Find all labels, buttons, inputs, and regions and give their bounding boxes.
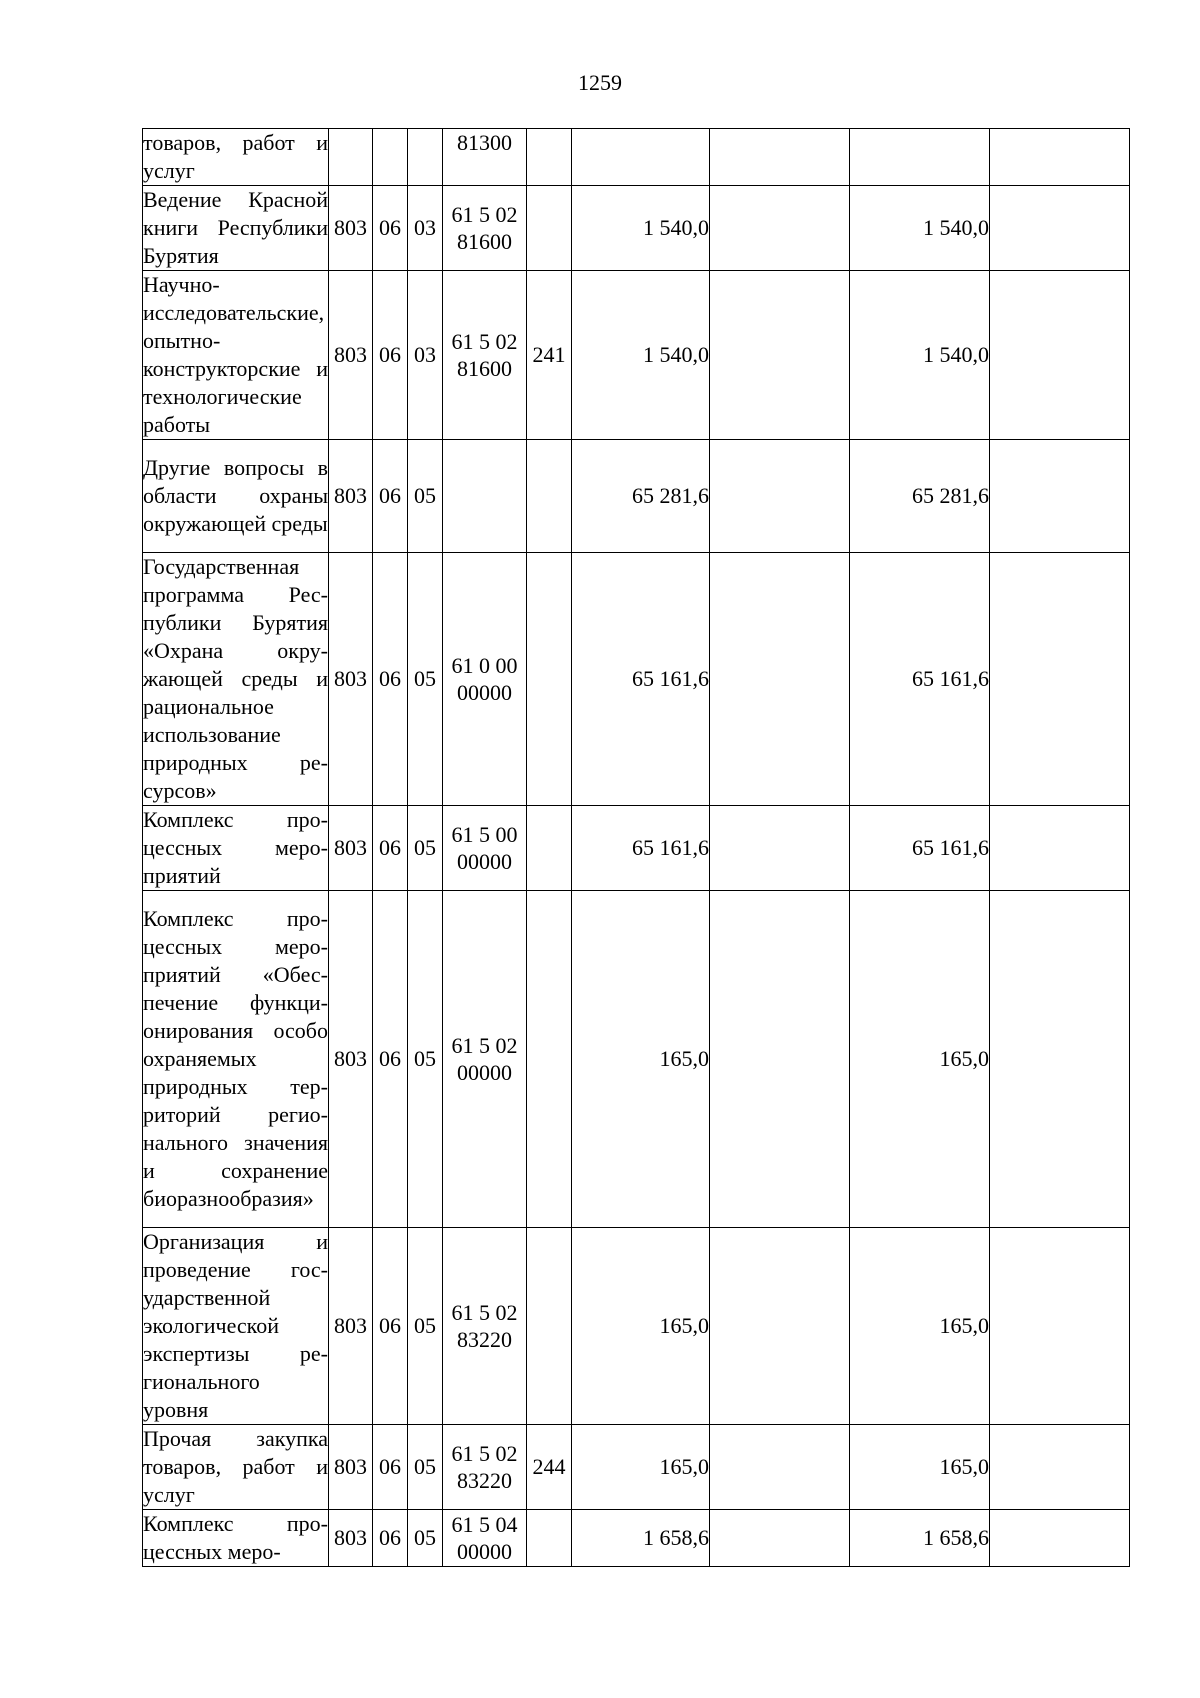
sum-column-a <box>710 806 850 891</box>
section-code: 06 <box>373 806 408 891</box>
subsection-code <box>408 129 443 186</box>
expense-type-code <box>527 1228 572 1425</box>
sum-column-a <box>710 271 850 440</box>
page-number: 1259 <box>578 70 622 95</box>
grbs-code: 803 <box>329 1425 373 1510</box>
sum-column-a <box>710 129 850 186</box>
expense-type-code <box>527 553 572 806</box>
grbs-code: 803 <box>329 440 373 553</box>
target-article-code: 61 5 00 00000 <box>443 806 527 891</box>
budget-table <box>142 128 1130 1567</box>
grbs-code: 803 <box>329 186 373 271</box>
target-article-code <box>443 440 527 553</box>
table-row <box>143 1425 1130 1510</box>
expense-type-code <box>527 129 572 186</box>
table-row <box>143 440 1130 553</box>
sum-column-b: 1 540,0 <box>850 271 990 440</box>
row-name: Комплекс процессных мероприятий «Обеспечение функционирования особо охраняемых природных территорий регионального значения и сохранение биоразнообразия» <box>143 891 329 1228</box>
expense-type-code: 244 <box>527 1425 572 1510</box>
sum-column-c <box>990 129 1130 186</box>
sum-total: 165,0 <box>572 1425 710 1510</box>
section-code: 06 <box>373 1228 408 1425</box>
subsection-code: 05 <box>408 440 443 553</box>
table-row <box>143 186 1130 271</box>
sum-total: 65 161,6 <box>572 553 710 806</box>
row-name: Ведение Красной книги Республики Бурятия <box>143 186 329 271</box>
sum-column-c <box>990 271 1130 440</box>
section-code: 06 <box>373 271 408 440</box>
sum-column-c <box>990 891 1130 1228</box>
sum-column-c <box>990 186 1130 271</box>
grbs-code: 803 <box>329 553 373 806</box>
sum-column-c <box>990 1510 1130 1567</box>
table-row <box>143 806 1130 891</box>
subsection-code: 05 <box>408 1228 443 1425</box>
sum-column-b: 65 281,6 <box>850 440 990 553</box>
grbs-code: 803 <box>329 271 373 440</box>
sum-column-b: 165,0 <box>850 1228 990 1425</box>
sum-total: 165,0 <box>572 891 710 1228</box>
row-name: Комплекс процессных мероприятий <box>143 806 329 891</box>
row-name: Прочая закупка товаров, работ и услуг <box>143 1425 329 1510</box>
sum-total <box>572 129 710 186</box>
table-row <box>143 553 1130 806</box>
table-row <box>143 271 1130 440</box>
sum-column-a <box>710 1510 850 1567</box>
expense-type-code <box>527 186 572 271</box>
sum-total: 1 658,6 <box>572 1510 710 1567</box>
target-article-code: 61 5 02 00000 <box>443 891 527 1228</box>
expense-type-code: 241 <box>527 271 572 440</box>
sum-column-c <box>990 1228 1130 1425</box>
grbs-code: 803 <box>329 806 373 891</box>
row-name: товаров, работ и услуг <box>143 129 329 186</box>
sum-column-b: 165,0 <box>850 891 990 1228</box>
subsection-code: 05 <box>408 1425 443 1510</box>
target-article-code: 61 0 00 00000 <box>443 553 527 806</box>
section-code <box>373 129 408 186</box>
sum-column-c <box>990 1425 1130 1510</box>
expense-type-code <box>527 891 572 1228</box>
row-name: Научно-исследовательские, опытно-конструкторские и технологические работы <box>143 271 329 440</box>
sum-column-b: 1 540,0 <box>850 186 990 271</box>
target-article-code: 61 5 02 83220 <box>443 1425 527 1510</box>
target-article-code: 61 5 02 83220 <box>443 1228 527 1425</box>
subsection-code: 03 <box>408 271 443 440</box>
table-row <box>143 129 1130 186</box>
sum-column-a <box>710 186 850 271</box>
sum-column-b: 65 161,6 <box>850 553 990 806</box>
target-article-code: 61 5 02 81600 <box>443 186 527 271</box>
section-code: 06 <box>373 1425 408 1510</box>
sum-column-c <box>990 806 1130 891</box>
row-name: Комплекс процессных меро- <box>143 1510 329 1567</box>
sum-column-b: 165,0 <box>850 1425 990 1510</box>
expense-type-code <box>527 440 572 553</box>
section-code: 06 <box>373 440 408 553</box>
grbs-code <box>329 129 373 186</box>
section-code: 06 <box>373 1510 408 1567</box>
grbs-code: 803 <box>329 1228 373 1425</box>
row-name: Организация и проведение государственной экологической экспертизы регионального уровня <box>143 1228 329 1425</box>
section-code: 06 <box>373 553 408 806</box>
sum-column-a <box>710 1228 850 1425</box>
row-name: Другие вопросы в области охраны окружающей среды <box>143 440 329 553</box>
sum-total: 65 281,6 <box>572 440 710 553</box>
grbs-code: 803 <box>329 891 373 1228</box>
sum-total: 65 161,6 <box>572 806 710 891</box>
subsection-code: 05 <box>408 553 443 806</box>
table-row <box>143 891 1130 1228</box>
section-code: 06 <box>373 891 408 1228</box>
subsection-code: 05 <box>408 1510 443 1567</box>
subsection-code: 03 <box>408 186 443 271</box>
sum-column-b: 65 161,6 <box>850 806 990 891</box>
sum-column-c <box>990 553 1130 806</box>
row-name: Государственная программа Республики Бурятия «Охрана окружающей среды и рациональное использование природных ресурсов» <box>143 553 329 806</box>
sum-column-a <box>710 891 850 1228</box>
sum-column-a <box>710 1425 850 1510</box>
grbs-code: 803 <box>329 1510 373 1567</box>
expense-type-code <box>527 806 572 891</box>
target-article-code: 81300 <box>443 129 527 186</box>
sum-total: 1 540,0 <box>572 186 710 271</box>
section-code: 06 <box>373 186 408 271</box>
sum-column-a <box>710 440 850 553</box>
sum-total: 1 540,0 <box>572 271 710 440</box>
subsection-code: 05 <box>408 806 443 891</box>
sum-column-b: 1 658,6 <box>850 1510 990 1567</box>
table-row <box>143 1228 1130 1425</box>
table-row <box>143 1510 1130 1567</box>
sum-column-c <box>990 440 1130 553</box>
target-article-code: 61 5 04 00000 <box>443 1510 527 1567</box>
sum-total: 165,0 <box>572 1228 710 1425</box>
target-article-code: 61 5 02 81600 <box>443 271 527 440</box>
sum-column-b <box>850 129 990 186</box>
expense-type-code <box>527 1510 572 1567</box>
subsection-code: 05 <box>408 891 443 1228</box>
sum-column-a <box>710 553 850 806</box>
